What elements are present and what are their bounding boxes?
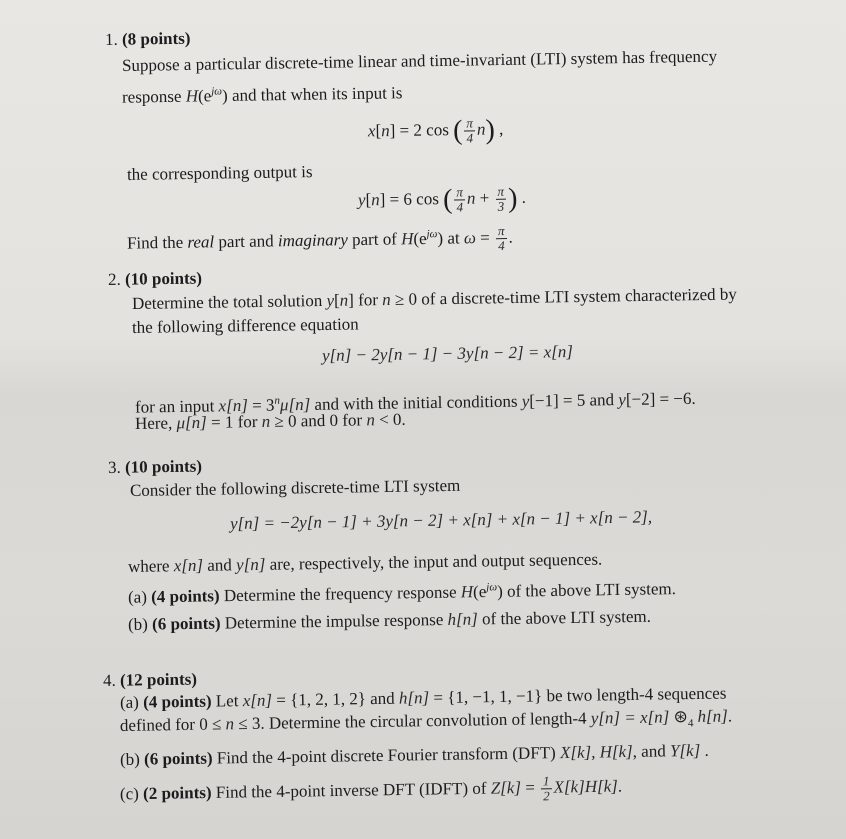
text-segment: and: [202, 555, 237, 575]
math-expression: ω: [463, 228, 477, 248]
text-segment: (: [442, 184, 453, 216]
points-label: (6 points): [151, 613, 221, 634]
points-label: (6 points): [143, 748, 213, 769]
text-segment: =: [475, 227, 495, 248]
problem-text-line: [128, 574, 676, 607]
text-segment: , and: [632, 741, 671, 761]
math-expression: y: [618, 389, 627, 410]
math-expression: h[n]: [447, 609, 478, 629]
text-segment: ) at: [437, 228, 465, 248]
math-expression: H: [400, 229, 414, 249]
text-segment: [−2] = −6.: [625, 388, 696, 409]
text-segment: jω: [426, 228, 438, 241]
text-segment: .: [727, 706, 733, 726]
text-segment: Find the: [126, 232, 188, 253]
problem-text-line: [128, 550, 603, 577]
points-label: (4 points): [151, 586, 220, 607]
problem-text-line: [322, 342, 573, 366]
text-segment: =: [520, 777, 540, 798]
problem-heading: [108, 457, 202, 478]
points-label: (12 points): [119, 669, 198, 690]
fraction-denominator: 3: [497, 198, 505, 214]
fraction: [464, 116, 475, 145]
problem-text-line: [132, 314, 359, 338]
text-segment: [−1] = 5 and: [529, 390, 619, 411]
math-expression: n: [225, 714, 235, 734]
fraction-denominator: 4: [456, 199, 464, 215]
text-segment: the following difference equation: [131, 314, 359, 337]
text-segment: ≥ 0 and 0 for: [270, 410, 367, 431]
math-expression: n: [381, 121, 390, 141]
math-expression: H: [185, 86, 199, 106]
points-label: (10 points): [124, 268, 203, 289]
fraction-numerator: π: [495, 185, 506, 200]
math-expression: x[n]: [242, 690, 273, 711]
text-segment: ⊛: [669, 707, 688, 727]
problem-text-line: [230, 507, 652, 534]
text-segment: .: [617, 776, 623, 796]
fraction-numerator: 1: [541, 774, 552, 789]
text-segment: for an input: [134, 396, 219, 417]
text-segment: (b): [119, 749, 145, 769]
math-expression: h[n]: [693, 706, 728, 726]
text-segment: 2.: [107, 269, 126, 289]
text-segment: ,: [494, 119, 504, 139]
fraction: [495, 185, 506, 214]
math-expression: X[k]H[k]: [553, 776, 618, 797]
text-segment: Determine the impulse response: [220, 609, 448, 633]
text-segment: ] for: [348, 290, 383, 310]
problem-text-line: [358, 184, 526, 216]
text-segment: (a): [119, 692, 144, 712]
text-segment: .: [517, 187, 527, 207]
points-label: (10 points): [124, 456, 203, 477]
text-segment: Consider the following discrete-time LTI system: [129, 475, 461, 500]
text-segment: [: [375, 121, 382, 141]
math-expression: y[n]: [235, 554, 266, 575]
text-segment: +: [475, 188, 494, 208]
text-segment: are, respectively, the input and output sequences.: [265, 549, 603, 574]
text-segment: < 0.: [374, 409, 406, 430]
math-expression: Z[k]: [490, 778, 522, 798]
math-expression: X[k], H[k]: [559, 741, 633, 763]
text-segment: ): [485, 114, 496, 146]
math-expression: n: [382, 289, 391, 310]
fraction-numerator: π: [496, 224, 507, 239]
problem-text-line: [120, 773, 623, 810]
problem-heading: [103, 670, 197, 691]
text-segment: .: [700, 740, 709, 760]
problem-text-line: [127, 223, 513, 259]
fraction-numerator: π: [464, 116, 475, 131]
math-expression: x[n]: [218, 395, 249, 416]
math-expression: y[n] = −2y[n − 1] + 3y[n − 2] + x[n] + x[n − 1] + x[n − 2],: [229, 507, 653, 533]
problem-heading: [105, 29, 191, 50]
text-segment: [: [333, 290, 340, 310]
text-segment: the corresponding output is: [126, 162, 313, 184]
fraction: [496, 224, 507, 253]
text-segment: ) and that when its input is: [221, 83, 403, 106]
math-expression: μ[n]: [176, 412, 207, 433]
text-segment: Let: [211, 691, 243, 711]
text-segment: 4.: [102, 670, 121, 690]
math-expression: y[n] = x[n]: [590, 707, 670, 728]
text-segment: Here,: [134, 413, 177, 433]
text-segment: Find the 4-point discrete Fourier transform (DFT): [212, 743, 561, 768]
problem-text-line: [120, 706, 733, 742]
text-segment: 1.: [104, 29, 123, 49]
text-segment: of the above LTI system.: [477, 606, 652, 629]
text-segment: (e: [197, 86, 212, 106]
points-label: (4 points): [142, 691, 212, 712]
text-segment: imaginary: [277, 230, 348, 251]
text-segment: where: [127, 556, 174, 576]
text-segment: 4: [687, 717, 694, 730]
text-segment: (c): [119, 784, 144, 804]
text-segment: Suppose a particular discrete-time linear and time-invariant (LTI) system has frequency: [121, 46, 718, 75]
fraction: [541, 774, 552, 803]
problem-text-line: [368, 116, 504, 147]
text-segment: ): [507, 182, 518, 215]
text-segment: Determine the total solution: [131, 290, 327, 313]
text-segment: = 1 for: [206, 412, 262, 432]
text-segment: (e: [413, 228, 427, 249]
math-expression: x[n]: [173, 555, 204, 576]
problem-text-line: [122, 79, 403, 108]
text-segment: and with the initial conditions: [310, 391, 522, 414]
problem-text-line: [122, 47, 717, 76]
problem-heading: [108, 269, 202, 290]
text-segment: Find the 4-point inverse DFT (IDFT) of: [211, 778, 491, 802]
text-segment: part and: [214, 231, 279, 252]
math-expression: n: [371, 190, 380, 210]
problem-text-line: [132, 284, 737, 313]
math-expression: n: [261, 411, 271, 432]
text-segment: Determine the frequency response: [219, 582, 461, 606]
text-segment: (e: [472, 582, 487, 602]
text-segment: = {1, −1, 1, −1} be two length-4 sequences: [429, 683, 727, 708]
fraction: [454, 185, 465, 214]
text-segment: n: [274, 394, 280, 407]
problem-text-line: [130, 476, 461, 501]
text-segment: (: [452, 115, 463, 147]
problem-text-line: [127, 162, 313, 185]
fraction-numerator: π: [454, 185, 465, 200]
text-segment: = 3: [247, 395, 275, 415]
text-segment: defined for 0 ≤: [119, 714, 226, 735]
fraction-denominator: 4: [466, 130, 474, 146]
text-segment: (a): [127, 587, 152, 607]
text-segment: real: [187, 232, 215, 252]
math-expression: n: [466, 188, 476, 208]
math-expression: x: [367, 121, 376, 141]
math-expression: h[n]: [398, 688, 430, 708]
math-expression: y[n] − 2y[n − 1] − 3y[n − 2] = x[n]: [321, 342, 574, 365]
text-segment: ≥ 0 of a discrete-time LTI system characterized by: [390, 284, 737, 309]
math-expression: μ[n]: [279, 394, 311, 415]
math-expression: n: [476, 119, 486, 139]
text-segment: = {1, 2, 1, 2} and: [271, 688, 400, 710]
text-segment: [: [365, 190, 372, 210]
text-segment: jω: [486, 581, 498, 594]
problem-text-line: [128, 607, 651, 635]
math-expression: n: [339, 290, 349, 310]
fraction-denominator: 4: [498, 238, 505, 254]
math-expression: Y[k]: [669, 740, 701, 761]
fraction-denominator: 2: [543, 788, 550, 804]
text-segment: .: [508, 227, 513, 247]
math-expression: y: [357, 190, 366, 210]
text-segment: ≤ 3. Determine the circular convolution of length-4: [233, 708, 591, 734]
problem-text-line: [120, 741, 709, 770]
text-segment: part of: [347, 229, 402, 250]
math-expression: n: [366, 410, 376, 430]
text-segment: (b): [127, 614, 153, 634]
text-segment: response: [121, 86, 186, 107]
text-segment: 3.: [107, 457, 126, 477]
text-segment: ] = 6 cos: [379, 189, 444, 210]
text-segment: ) of the above LTI system.: [496, 579, 677, 601]
points-label: (2 points): [142, 782, 212, 804]
problem-text-line: [135, 410, 406, 434]
math-expression: y: [521, 391, 530, 411]
math-expression: H: [460, 582, 474, 602]
math-expression: y: [326, 290, 335, 310]
text-segment: ] = 2 cos: [389, 120, 454, 141]
text-segment: jω: [211, 85, 223, 98]
points-label: (8 points): [121, 28, 191, 49]
